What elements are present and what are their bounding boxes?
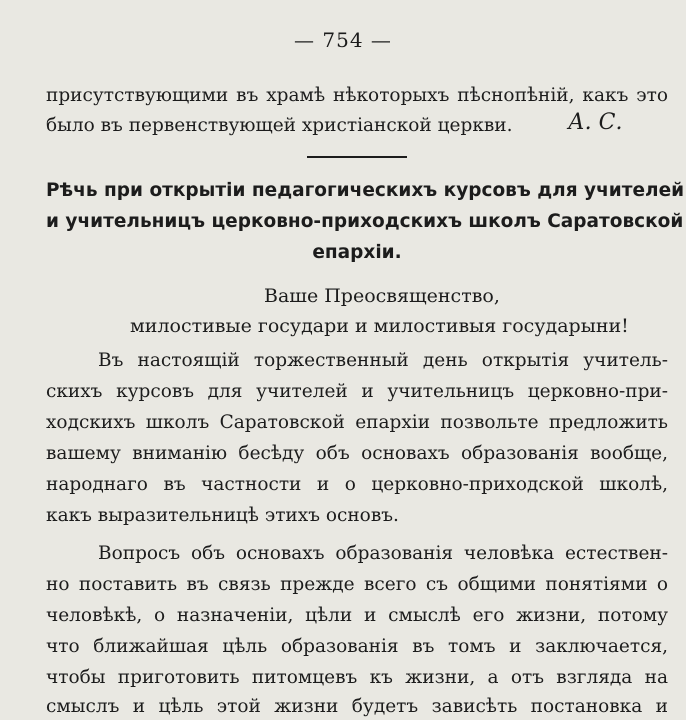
paragraph2-line-4: что ближайшая цѣль образованія въ томъ и заключается, [46,636,668,657]
paragraph1-line-5: народнаго въ частности и о церковно-приходской школѣ, [46,474,668,495]
paragraph2-line-1: Вопросъ объ основахъ образованія человѣка естествен- [98,543,668,564]
page-number: — 754 — [294,28,392,52]
paragraph1-line-2: скихъ курсовъ для учителей и учительницъ церковно-при- [46,381,668,402]
address-line-2: милостивые государи и милостивыя государыни! [130,315,629,337]
paragraph2-line-2: но поставить въ связь прежде всего съ общими понятіями о [46,574,668,595]
address-line-1: Ваше Преосвященство, [264,285,500,307]
title-line-3: епархіи. [312,242,402,263]
paragraph1-line-1: Въ настоящій торжественный день открытія учитель- [98,350,668,371]
intro-line-2: было въ первенствующей христіанской церкви. [46,115,513,136]
paragraph2-line-6: смыслъ и цѣль этой жизни будетъ зависѣть постановка и [46,696,668,717]
paragraph1-line-3: ходскихъ школъ Саратовской епархіи позвольте предложить [46,412,668,433]
section-divider [307,156,407,158]
paragraph2-line-5: чтобы приготовить питомцевъ къ жизни, а отъ взгляда на [46,667,668,688]
paragraph1-line-6: какъ выразительницѣ этихъ основъ. [46,505,399,526]
paragraph1-line-4: вашему вниманію бесѣду объ основахъ образованія вообще, [46,443,668,464]
title-line-2: и учительницъ церковно-приходскихъ школъ Саратовской [46,211,684,232]
author-signature: А. С. [568,110,623,135]
title-line-1: Рѣчь при открытіи педагогическихъ курсовъ для учителей [46,180,685,201]
paragraph2-line-3: человѣкѣ, о назначеніи, цѣли и смыслѣ его жизни, потому [46,605,668,626]
intro-line-1: присутствующими въ храмѣ нѣкоторыхъ пѣснопѣній, какъ это [46,85,668,106]
